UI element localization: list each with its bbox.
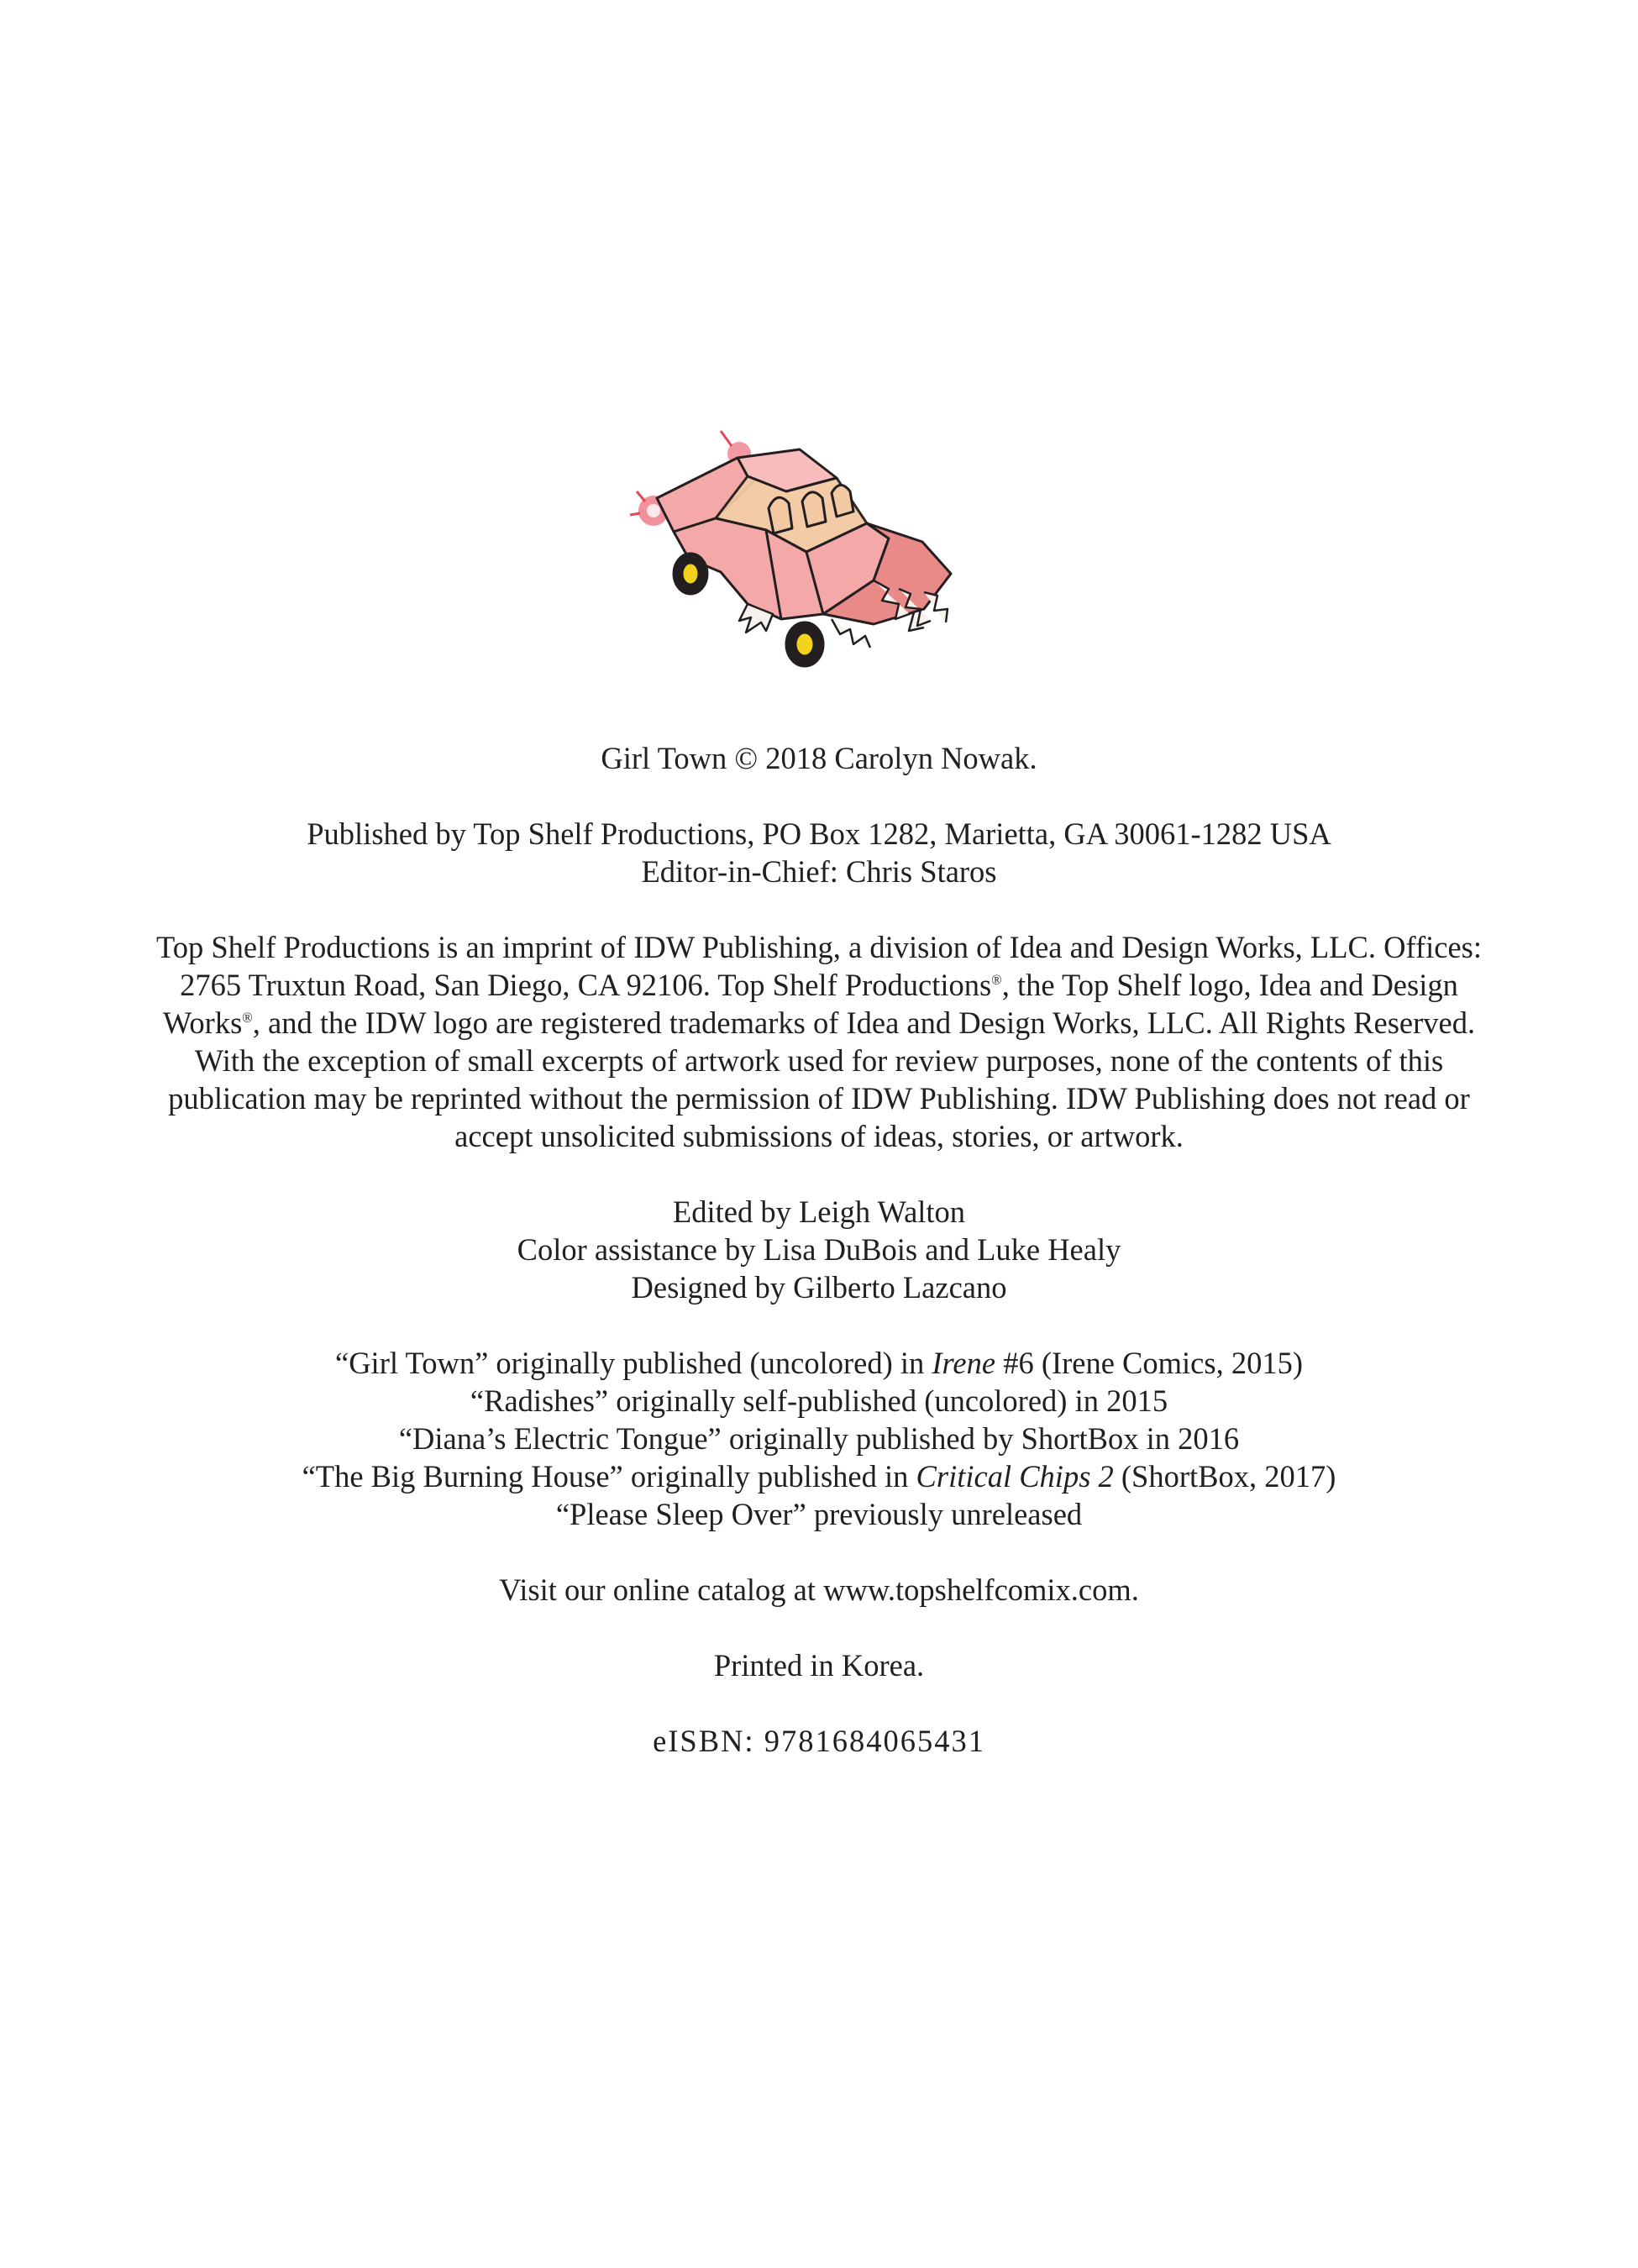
legal-line-1: Top Shelf Productions is an imprint of IDW Publishing, a division of Idea and Design Works, LLC. Offices: bbox=[155, 930, 1483, 964]
story-line-dianas-electric-tongue: “Diana’s Electric Tongue” originally published by ShortBox in 2016 bbox=[398, 1421, 1240, 1456]
story-line-please-sleep-over: “Please Sleep Over” previously unreleased bbox=[555, 1497, 1083, 1531]
story-line-big-burning-house: “The Big Burning House” originally published in Critical Chips 2 (ShortBox, 2017) bbox=[302, 1459, 1336, 1494]
legal-line-5: publication may be reprinted without the permission of IDW Publishing. IDW Publishing does not read or bbox=[168, 1081, 1470, 1116]
catalog-line: Visit our online catalog at www.topshelfcomix.com. bbox=[499, 1572, 1139, 1607]
edited-by-line: Edited by Leigh Walton bbox=[672, 1194, 966, 1229]
isbn-line: eISBN: 9781684065431 bbox=[653, 1724, 985, 1758]
color-assistance-line: Color assistance by Lisa DuBois and Luke Healy bbox=[517, 1232, 1121, 1267]
publisher-block bbox=[126, 815, 1512, 890]
registered-mark: ® bbox=[991, 971, 1002, 988]
story-line-girl-town: “Girl Town” originally published (uncolored) in Irene #6 (Irene Comics, 2015) bbox=[335, 1346, 1303, 1380]
printed-line: Printed in Korea. bbox=[713, 1648, 925, 1683]
publisher-line: Published by Top Shelf Productions, PO Box 1282, Marietta, GA 30061-1282 USA bbox=[307, 816, 1331, 851]
printed-block bbox=[126, 1646, 1512, 1684]
registered-mark: ® bbox=[242, 1009, 253, 1026]
editor-in-chief-line: Editor-in-Chief: Chris Staros bbox=[641, 854, 997, 889]
designed-by-line: Designed by Gilberto Lazcano bbox=[631, 1270, 1007, 1305]
credits-block bbox=[126, 1193, 1512, 1306]
copyright-line: Girl Town © 2018 Carolyn Nowak. bbox=[601, 741, 1037, 775]
legal-line-6: accept unsolicited submissions of ideas, stories, or artwork. bbox=[454, 1119, 1184, 1153]
story-line-radishes: “Radishes” originally self-published (uncolored) in 2015 bbox=[470, 1383, 1168, 1418]
colophon bbox=[126, 739, 1512, 1798]
copyright-block bbox=[126, 739, 1512, 777]
legal-line-2: 2765 Truxtun Road, San Diego, CA 92106. Top Shelf Productions®, the Top Shelf logo, Idea and Design bbox=[180, 968, 1458, 1002]
stories-block bbox=[126, 1344, 1512, 1533]
legal-block bbox=[126, 928, 1512, 1155]
catalog-block bbox=[126, 1571, 1512, 1609]
legal-line-3: Works®, and the IDW logo are registered trademarks of Idea and Design Works, LLC. All Rights Reserved. bbox=[162, 1005, 1476, 1040]
isbn-block bbox=[126, 1722, 1512, 1760]
legal-line-4: With the exception of small excerpts of artwork used for review purposes, none of the contents of this bbox=[194, 1043, 1444, 1078]
pink-car-illustration bbox=[622, 424, 991, 685]
